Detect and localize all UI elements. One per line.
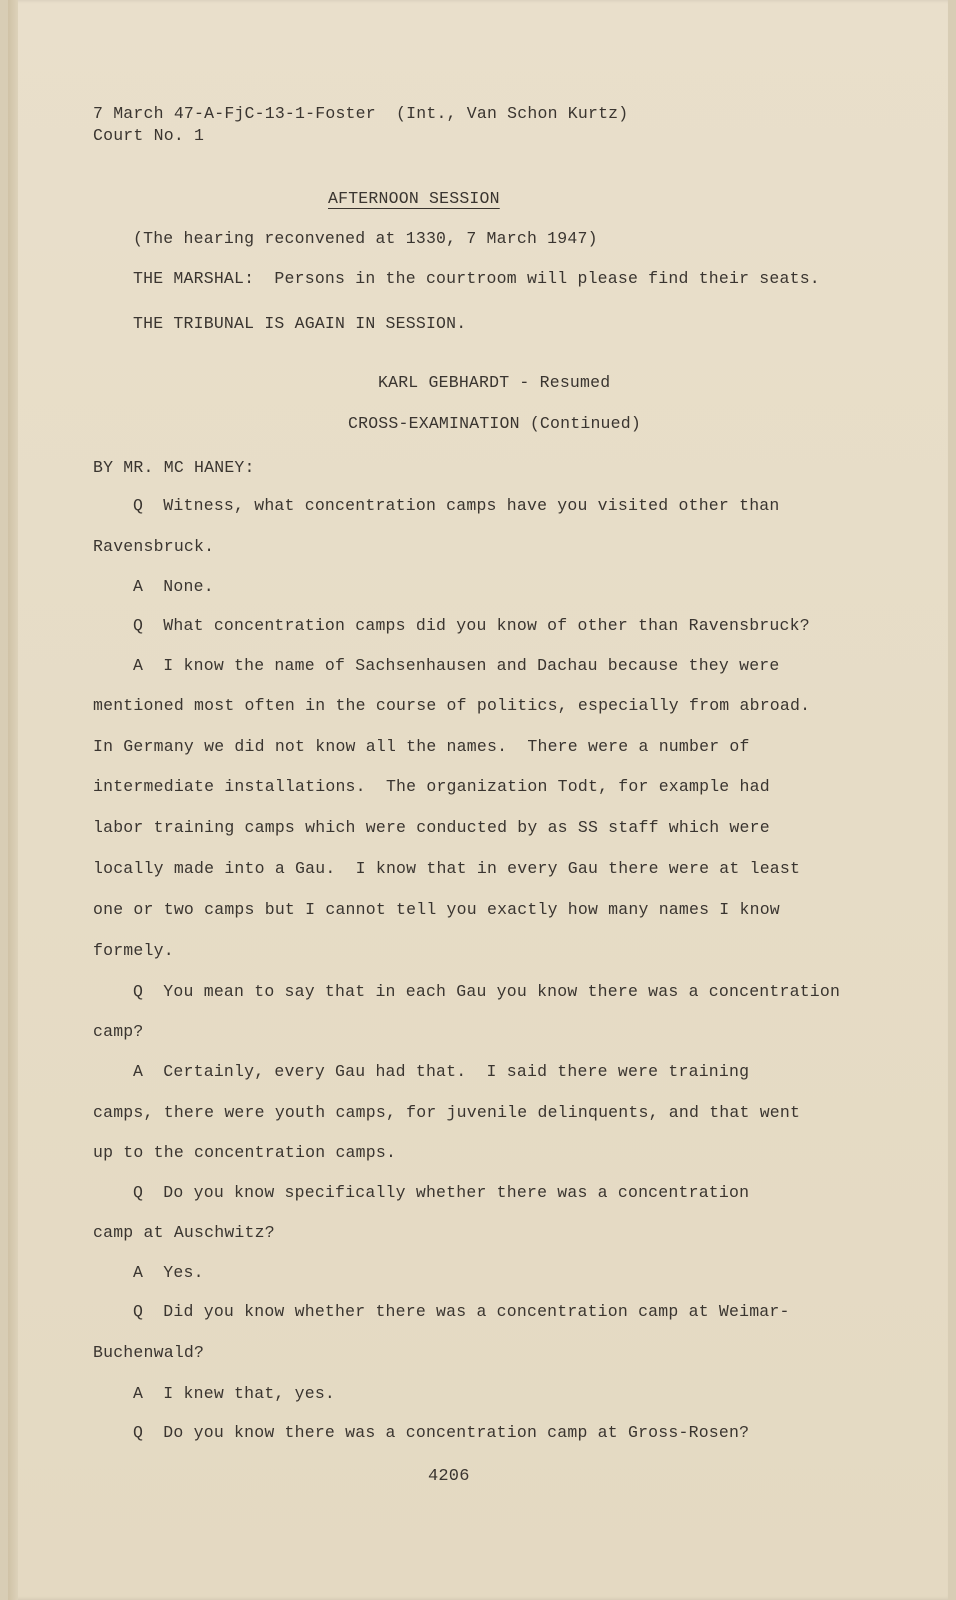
text-line: Q Do you know specifically whether there was a concentration: [133, 1183, 750, 1202]
text-line: A None.: [133, 577, 214, 596]
text-line: A Certainly, every Gau had that. I said there were training: [133, 1062, 750, 1081]
session-title: AFTERNOON SESSION: [328, 189, 500, 208]
section-heading: CROSS-EXAMINATION (Continued): [348, 414, 641, 433]
text-line: camp?: [93, 1022, 144, 1041]
text-line: Ravensbruck.: [93, 537, 215, 556]
text-line: camp at Auschwitz?: [93, 1223, 275, 1242]
header-line-1: 7 March 47-A-FjC-13-1-Foster (Int., Van Schon Kurtz): [93, 104, 629, 123]
text-line: Q What concentration camps did you know of other than Ravensbruck?: [133, 616, 810, 635]
paper-edge: [8, 0, 18, 1600]
text-line: THE TRIBUNAL IS AGAIN IN SESSION.: [133, 314, 467, 333]
text-line: A I knew that, yes.: [133, 1384, 336, 1403]
text-line: formely.: [93, 941, 174, 960]
text-line: THE MARSHAL: Persons in the courtroom will please find their seats.: [133, 269, 820, 288]
text-line: A I know the name of Sachsenhausen and Dachau because they were: [133, 656, 780, 675]
witness-heading: KARL GEBHARDT - Resumed: [378, 373, 611, 392]
text-line: up to the concentration camps.: [93, 1143, 397, 1162]
text-line: Q Do you know there was a concentration camp at Gross-Rosen?: [133, 1423, 750, 1442]
header-line-2: Court No. 1: [93, 126, 205, 145]
document-page: [8, 0, 948, 1600]
text-line: camps, there were youth camps, for juvenile delinquents, and that went: [93, 1103, 801, 1122]
text-line: A Yes.: [133, 1263, 204, 1282]
text-line: Buchenwald?: [93, 1343, 205, 1362]
examiner-line: BY MR. MC HANEY:: [93, 458, 255, 477]
text-line: Q Witness, what concentration camps have you visited other than: [133, 496, 780, 515]
text-line: locally made into a Gau. I know that in every Gau there were at least: [93, 859, 801, 878]
text-line: one or two camps but I cannot tell you exactly how many names I know: [93, 900, 780, 919]
text-line: labor training camps which were conducted by as SS staff which were: [93, 818, 770, 837]
page-number: 4206: [428, 1467, 470, 1486]
text-line: intermediate installations. The organization Todt, for example had: [93, 777, 770, 796]
text-line: Q You mean to say that in each Gau you know there was a concentration: [133, 982, 841, 1001]
text-line: In Germany we did not know all the names. There were a number of: [93, 737, 750, 756]
text-line: Q Did you know whether there was a concentration camp at Weimar-: [133, 1302, 790, 1321]
text-line: (The hearing reconvened at 1330, 7 March 1947): [133, 229, 598, 248]
text-line: mentioned most often in the course of politics, especially from abroad.: [93, 696, 811, 715]
